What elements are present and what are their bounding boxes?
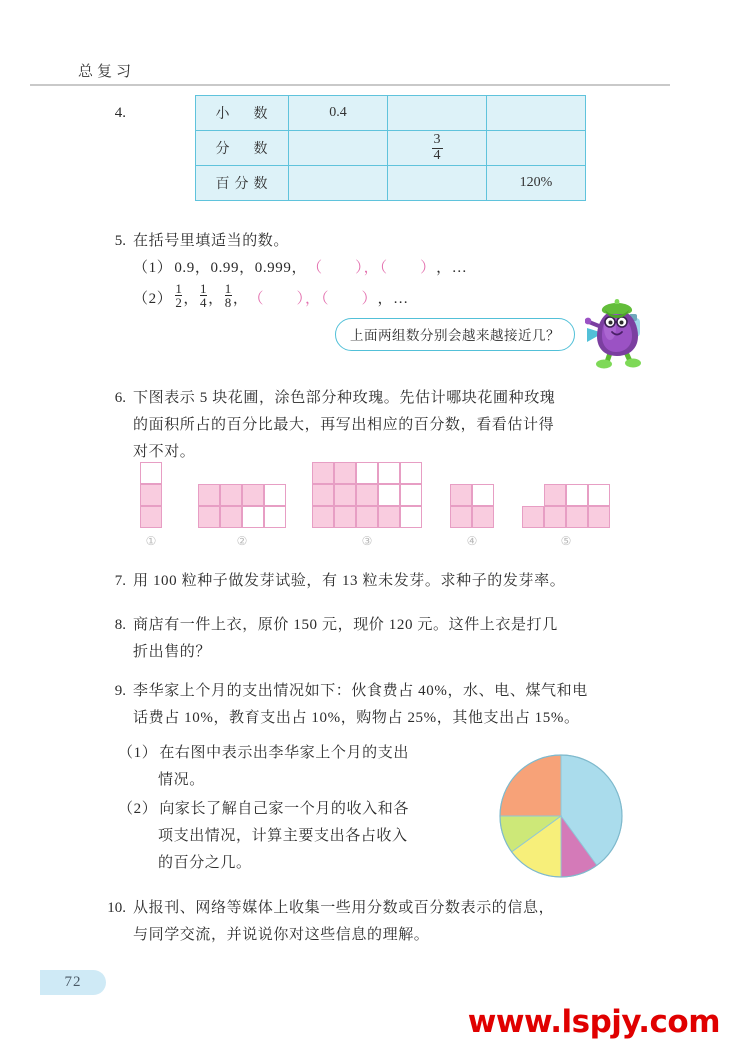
subitem-1-first-line [118,740,409,767]
grid-cell [220,484,242,506]
grid-cell [378,506,400,528]
question-6-line-3: 对不对。 [133,444,196,460]
speech-bubble-text: 上面两组数分别会越来越接近几？ [350,328,560,343]
grid-cell [450,506,472,528]
cell-decimal-1[interactable]: 0.4 [289,96,388,131]
fraction-one-eighth [225,282,232,309]
cell-percent-3[interactable]: 120% [487,166,586,201]
question-4-number: 4. [114,105,126,121]
row-label-fraction: 分 数 [196,131,289,166]
expenditure-pie-chart [497,752,625,880]
grid-cell [588,484,610,506]
comma-3: ， [232,291,249,307]
question-7 [100,568,565,595]
header-divider [30,84,670,86]
conversion-table [195,95,586,201]
fraction-one-quarter [200,282,207,309]
grid-cell [522,506,544,528]
pie-chart-svg [497,752,625,880]
cell-decimal-3[interactable] [487,96,586,131]
grid-cell [356,506,378,528]
grid-cell [312,484,334,506]
question-9-subitem-2-body [118,796,409,877]
question-8-body [133,612,558,666]
figure-label: ② [236,534,248,548]
cell-decimal-2[interactable] [388,96,487,131]
subitem-2-line-3: 的百分之几。 [158,855,252,871]
subitem-2-first-line [118,796,409,823]
table-row [196,96,586,131]
item-2-blanks[interactable]: （ ），（ ） [248,291,378,307]
fraction-three-quarters [432,133,443,163]
question-7-line-1: 用 100 粒种子做发芽试验，有 13 粒未发芽。求种子的发芽率。 [133,573,566,589]
item-1-label: （1） [133,260,173,276]
table-row [196,131,586,166]
grid-cell [198,506,220,528]
grid-cell [450,484,472,506]
grid-cell [312,506,334,528]
question-9-line-1: 李华家上个月的支出情况如下：伙食费占 40%，水、电、煤气和电 [133,683,588,699]
question-5-number: 5. [114,233,126,249]
grid-cell [264,506,286,528]
item-2-ellipsis: ，… [377,291,409,307]
grid-cell [378,462,400,484]
conversion-table-wrap [195,95,586,201]
question-9-subitem-1-body [118,740,409,794]
cell-percent-2[interactable] [388,166,487,201]
fraction-denominator: 2 [175,295,183,310]
item-1-sequence: 0.9，0.99，0.999， [174,260,308,276]
grid-cell [400,506,422,528]
page-header-title: 总复习 [78,64,136,80]
table-row [196,166,586,201]
cell-percent-1[interactable] [289,166,388,201]
page-number: 72 [40,970,106,995]
eggplant-mascot-icon [585,298,649,370]
grid-cell [356,462,378,484]
cell-fraction-3[interactable] [487,131,586,166]
comma-1: ， [183,291,200,307]
question-9-number: 9. [114,683,126,699]
flower-bed-figures [140,460,610,555]
fraction-denominator: 4 [433,147,441,163]
item-2-label: （2） [133,291,173,307]
question-7-number: 7. [114,573,126,589]
item-1-blanks[interactable]: （ ），（ ） [307,260,437,276]
cell-fraction-1[interactable] [289,131,388,166]
question-6-line-1: 下图表示 5 块花圃，涂色部分种玫瑰。先估计哪块花圃种玫瑰 [133,390,556,406]
grid-cell [400,462,422,484]
subitem-2-label: （2） [118,801,158,817]
figure-label: ③ [361,534,373,548]
grid-cell [356,484,378,506]
grid-cell [242,506,264,528]
grid-cell [312,462,334,484]
question-10-line-1: 从报刊、网络等媒体上收集一些用分数或百分数表示的信息， [133,900,555,916]
grid-cell [334,484,356,506]
grid-cell [566,484,588,506]
subitem-1-line-2: 情况。 [158,772,205,788]
mascot-hint-group [335,300,655,370]
question-6-line-2: 的面积所占的百分比最大，再写出相应的百分数，看看估计得 [133,417,555,433]
fraction-denominator: 4 [200,295,208,310]
grid-cell [140,484,162,506]
fraction-numerator: 1 [224,281,232,296]
question-9-line-2: 话费占 10%，教育支出占 10%，购物占 25%，其他支出占 15%。 [133,710,580,726]
grid-cell [334,462,356,484]
question-6-body [133,385,555,466]
question-8-number: 8. [114,617,126,633]
grid-cell [264,484,286,506]
grid-cell [334,506,356,528]
page-header [30,60,670,86]
question-10-number: 10. [107,900,126,916]
speech-bubble [335,318,575,351]
question-8-line-2: 折出售的？ [133,644,212,660]
subitem-2-line-2: 项支出情况，计算主要支出各占收入 [158,828,408,844]
question-9 [100,678,588,732]
question-10-body [133,895,554,949]
figure-label: ⑤ [560,534,572,548]
grid-cell [588,506,610,528]
pie-slice [500,755,561,816]
fraction-numerator: 3 [433,131,441,147]
grid-cell [400,484,422,506]
question-9-body [133,678,588,732]
subitem-1-label: （1） [118,745,158,761]
figure-label: ① [145,534,157,548]
fraction-one-half [175,282,182,309]
question-6 [100,385,555,466]
question-7-body [133,568,565,595]
grid-cell [140,462,162,484]
site-watermark: www.lspjy.com [467,1004,720,1040]
question-10 [92,895,554,949]
grid-cell [378,484,400,506]
comma-2: ， [208,291,224,307]
grid-cell [544,506,566,528]
grid-cell [140,506,162,528]
figure-label: ④ [466,534,478,548]
item-1-ellipsis: ，… [436,260,468,276]
question-4 [100,100,133,127]
question-10-line-2: 与同学交流，并说说你对这些信息的理解。 [133,927,430,943]
question-8-line-1: 商店有一件上衣，原价 150 元，现价 120 元。这件上衣是打几 [133,617,558,633]
cell-fraction-2[interactable] [388,131,487,166]
subitem-1-line-1: 在右图中表示出李华家上个月的支出 [159,745,409,761]
question-5-prompt: 在括号里填适当的数。 [133,233,290,249]
fraction-denominator: 8 [224,295,232,310]
grid-cell [566,506,588,528]
row-label-decimal: 小 数 [196,96,289,131]
question-9-subitem-1 [118,740,409,794]
grid-cell [220,506,242,528]
fraction-numerator: 1 [200,281,208,296]
grid-cell [242,484,264,506]
grid-cell [544,484,566,506]
grid-cell [198,484,220,506]
question-6-number: 6. [114,390,126,406]
grid-cell [472,484,494,506]
question-8 [100,612,558,666]
question-5-item-1 [133,255,467,282]
fraction-numerator: 1 [175,281,183,296]
row-label-percent: 百分数 [196,166,289,201]
grid-cell [472,506,494,528]
question-9-subitem-2 [118,796,409,877]
subitem-2-line-1: 向家长了解自己家一个月的收入和各 [159,801,409,817]
